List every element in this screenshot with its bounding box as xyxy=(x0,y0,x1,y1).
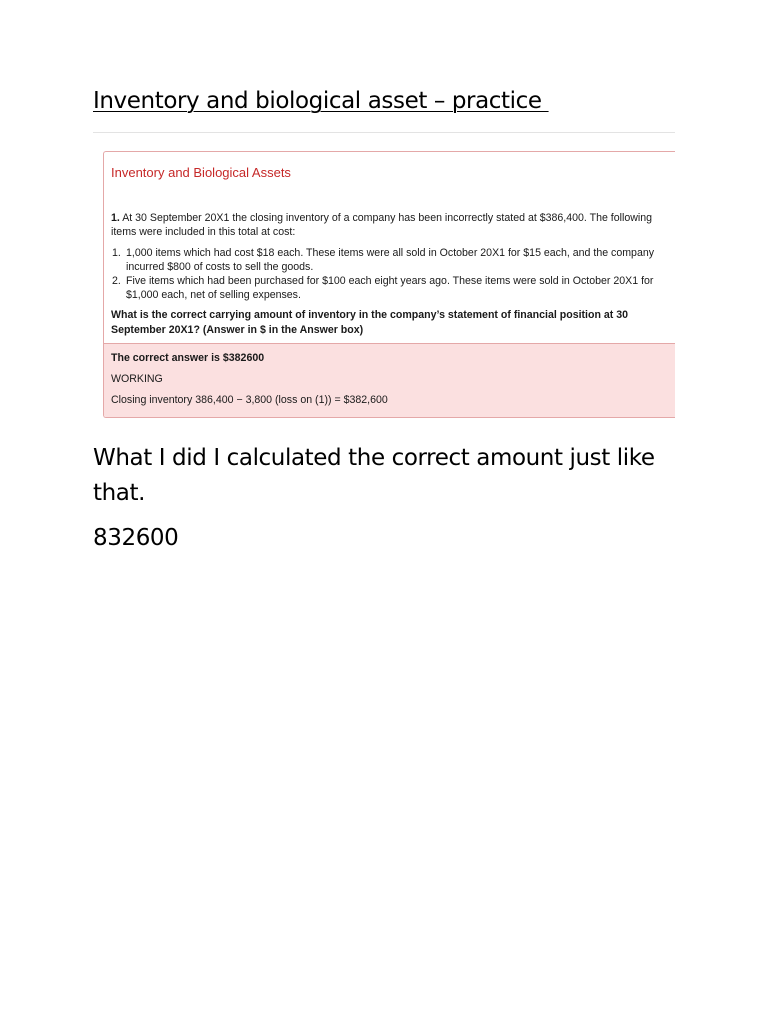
question-intro-text: At 30 September 20X1 the closing inventory of a company has been incorrectly stated at $386,400. The following items were included in this total at cost: xyxy=(111,212,653,238)
list-item-number: 1. xyxy=(112,247,121,259)
working-label: WORKING xyxy=(111,373,163,385)
correct-answer-text: The correct answer is $382600 xyxy=(111,352,265,364)
answer-feedback-box xyxy=(104,343,675,418)
list-item-text: Five items which had been purchased for $100 each eight years ago. These items were sold in October 20X1 for $1,000 each, net of selling expenses. xyxy=(126,275,654,301)
question-number: 1. xyxy=(111,212,120,224)
body-paragraph: What I did I calculated the correct amount just like that. xyxy=(93,445,655,506)
embed-heading: Inventory and Biological Assets xyxy=(111,165,291,180)
list-item-text: 1,000 items which had cost $18 each. These items were all sold in October 20X1 for $15 each, and the company incurred $800 of costs to sell the goods. xyxy=(126,247,655,273)
title-divider xyxy=(93,132,675,133)
answer-number: 832600 xyxy=(93,525,179,551)
question-prompt: What is the correct carrying amount of inventory in the company’s statement of financial position at 30 September 20X1? (Answer in $ in the Answer box) xyxy=(111,309,629,336)
question-items-list xyxy=(111,246,666,302)
question-intro xyxy=(111,211,675,239)
embedded-question-screenshot xyxy=(103,151,675,418)
working-calculation: Closing inventory 386,400 − 3,800 (loss on (1)) = $382,600 xyxy=(111,394,388,406)
document-title: Inventory and biological asset – practice xyxy=(93,88,549,114)
list-item-number: 2. xyxy=(112,275,121,287)
list-item xyxy=(111,274,666,302)
list-item xyxy=(111,246,666,274)
